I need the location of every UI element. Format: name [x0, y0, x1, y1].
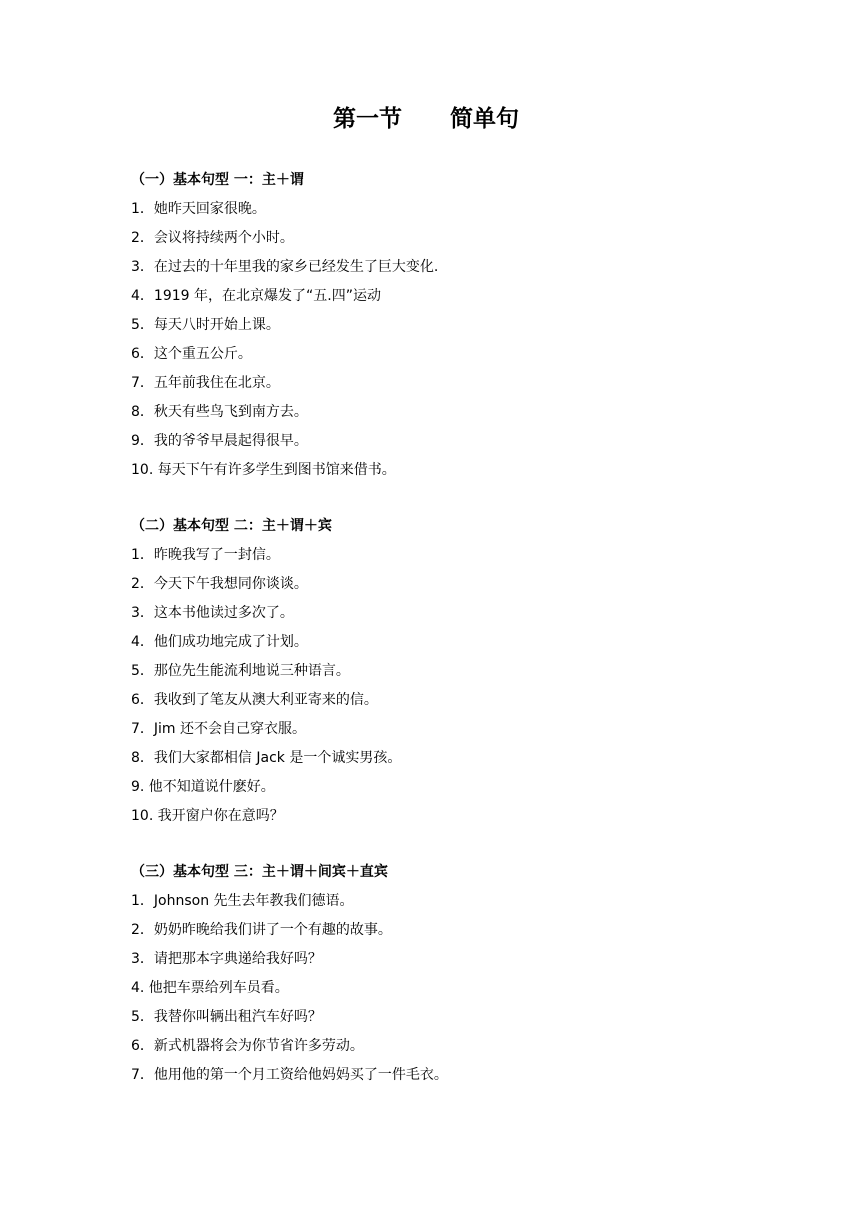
- list-item: 6．新式机器将会为你节省许多劳动。: [131, 1038, 364, 1054]
- list-item: 9．我的爷爷早晨起得很早。: [131, 433, 308, 449]
- list-item: 7．Jim 还不会自己穿衣服。: [131, 721, 307, 737]
- list-item: 10. 每天下午有许多学生到图书馆来借书。: [131, 462, 396, 478]
- list-item: 1．昨晚我写了一封信。: [131, 547, 280, 563]
- list-item: 3．请把那本字典递给我好吗？: [131, 951, 322, 967]
- list-item: 6．我收到了笔友从澳大利亚寄来的信。: [131, 692, 378, 708]
- list-item: 8．秋天有些鸟飞到南方去。: [131, 404, 308, 420]
- list-item: 9. 他不知道说什麽好。: [131, 779, 275, 795]
- list-item: 7．五年前我住在北京。: [131, 375, 280, 391]
- section-heading: （三）基本句型 三：主＋谓＋间宾＋直宾: [131, 864, 388, 880]
- list-item: 8．我们大家都相信 Jack 是一个诚实男孩。: [131, 750, 402, 766]
- list-item: 2．奶奶昨晚给我们讲了一个有趣的故事。: [131, 922, 392, 938]
- section-basic-pattern-1: [131, 166, 771, 485]
- list-item: 10. 我开窗户你在意吗？: [131, 808, 284, 824]
- section-heading: （一）基本句型 一：主＋谓: [131, 172, 304, 188]
- list-item: 6．这个重五公斤。: [131, 346, 252, 362]
- list-item: 2．今天下午我想同你谈谈。: [131, 576, 308, 592]
- list-item: 4. 他把车票给列车员看。: [131, 980, 289, 996]
- section-heading: （二）基本句型 二：主＋谓＋宾: [131, 518, 332, 534]
- list-item: 2．会议将持续两个小时。: [131, 230, 294, 246]
- list-item: 5．我替你叫辆出租汽车好吗？: [131, 1009, 322, 1025]
- list-item: 7．他用他的第一个月工资给他妈妈买了一件毛衣。: [131, 1067, 448, 1083]
- page-title: 第一节 简单句: [332, 106, 520, 132]
- section-basic-pattern-2: [131, 512, 771, 831]
- list-item: 1．她昨天回家很晚。: [131, 201, 266, 217]
- list-item: 3．这本书他读过多次了。: [131, 605, 294, 621]
- section-basic-pattern-3: [131, 858, 771, 1090]
- list-item: 4．他们成功地完成了计划。: [131, 634, 308, 650]
- list-item: 5．每天八时开始上课。: [131, 317, 280, 333]
- list-item: 3．在过去的十年里我的家乡已经发生了巨大变化.: [131, 259, 439, 275]
- list-item: 1．Johnson 先生去年教我们德语。: [131, 893, 354, 909]
- list-item: 5．那位先生能流利地说三种语言。: [131, 663, 350, 679]
- list-item: 4．1919 年，在北京爆发了“五.四”运动: [131, 288, 381, 304]
